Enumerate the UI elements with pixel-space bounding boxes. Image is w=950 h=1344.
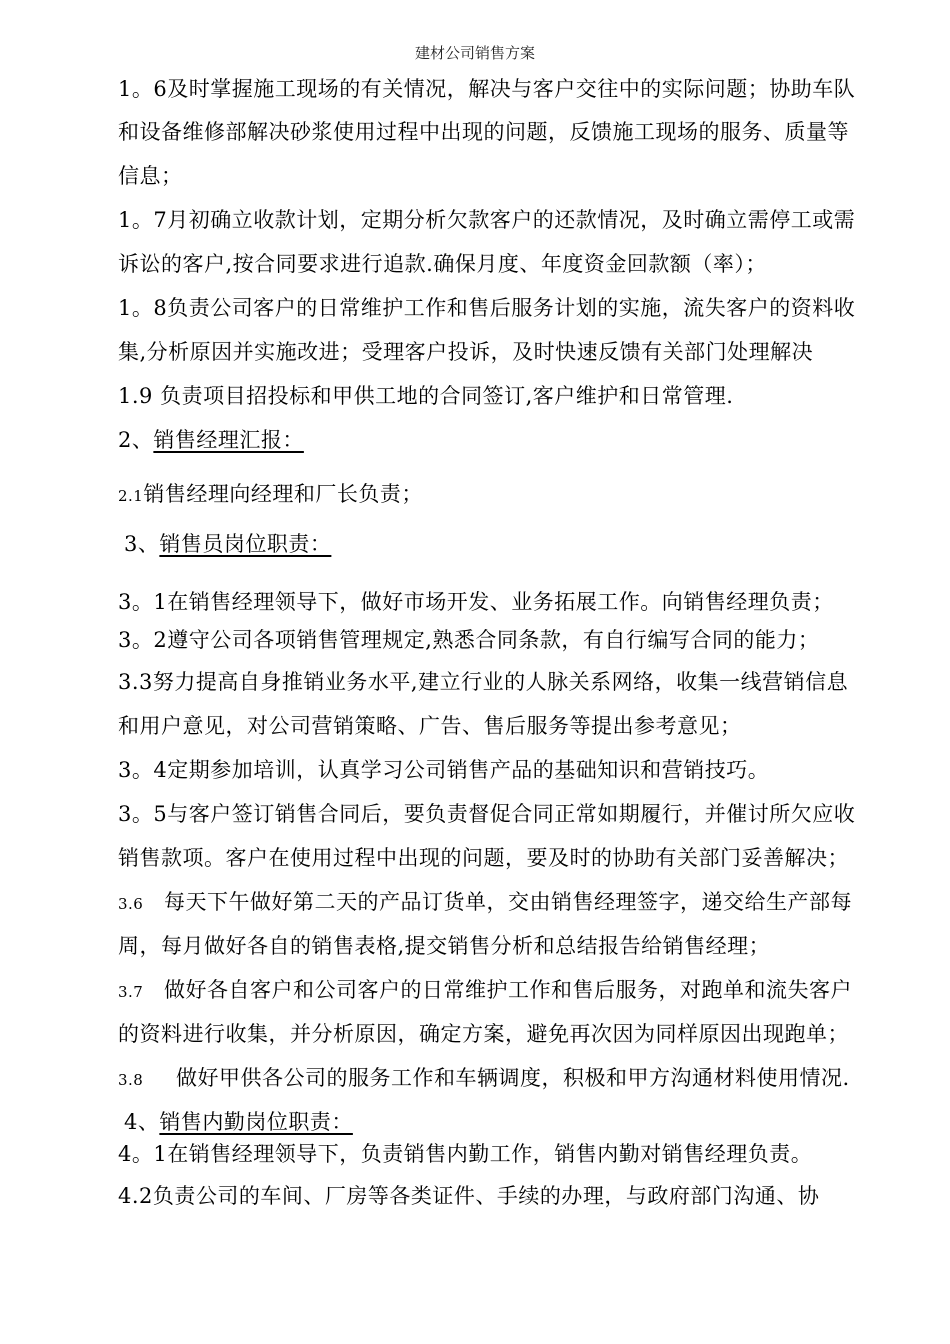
section-heading-4: [124, 1107, 353, 1137]
paragraph-line: 3。5与客户签订销售合同后，要负责督促合同正常如期履行，并催讨所欠应收: [118, 802, 856, 826]
paragraph-line: [118, 975, 852, 1007]
item-text: 销售经理向经理和厂长负责；: [143, 482, 423, 506]
paragraph-line: 信息；: [118, 164, 183, 188]
paragraph-line: 4。1在销售经理领导下，负责销售内勤工作，销售内勤对销售经理负责。: [118, 1142, 813, 1166]
item-number: 2.1: [118, 487, 144, 505]
paragraph-line: 4.2负责公司的车间、厂房等各类证件、手续的办理，与政府部门沟通、协: [118, 1184, 820, 1208]
paragraph-line: 和设备维修部解决砂浆使用过程中出现的问题，反馈施工现场的服务、质量等: [118, 120, 849, 144]
paragraph-line: 1.9 负责项目招投标和甲供工地的合同签订,客户维护和日常管理.: [118, 384, 734, 408]
paragraph-line: [118, 887, 852, 919]
paragraph-line: 1。8负责公司客户的日常维护工作和售后服务计划的实施，流失客户的资料收: [118, 296, 856, 320]
paragraph-line: 诉讼的客户,按合同要求进行追款.确保月度、年度资金回款额（率）；: [118, 252, 767, 276]
paragraph-line: 的资料进行收集，并分析原因，确定方案，避免再次因为同样原因出现跑单；: [118, 1022, 849, 1046]
paragraph-line: 1。7月初确立收款计划，定期分析欠款客户的还款情况，及时确立需停工或需: [118, 208, 856, 232]
paragraph-line: 销售款项。客户在使用过程中出现的问题，要及时的协助有关部门妥善解决；: [118, 846, 849, 870]
paragraph-line: [118, 479, 423, 511]
paragraph-line: 1。6及时掌握施工现场的有关情况，解决与客户交往中的实际问题；协助车队: [118, 77, 856, 101]
section-title: 销售经理汇报：: [153, 428, 304, 452]
paragraph-line: 集,分析原因并实施改进；受理客户投诉，及时快速反馈有关部门处理解决: [118, 340, 814, 364]
item-text: 做好各自客户和公司客户的日常维护工作和售后服务，对跑单和流失客户: [164, 978, 852, 1002]
section-heading-3: [124, 529, 331, 559]
item-text: 每天下午做好第二天的产品订货单，交由销售经理签字，递交给生产部每: [164, 890, 852, 914]
section-title: 销售员岗位职责：: [159, 532, 332, 556]
item-number: 3.7: [118, 983, 144, 1001]
paragraph-line: 3。4定期参加培训，认真学习公司销售产品的基础知识和营销技巧。: [118, 758, 770, 782]
section-heading-2: [118, 425, 304, 455]
section-title: 销售内勤岗位职责：: [159, 1110, 353, 1134]
paragraph-line: 和用户意见，对公司营销策略、广告、售后服务等提出参考意见；: [118, 714, 742, 738]
paragraph-line: 3。2遵守公司各项销售管理规定,熟悉合同条款，有自行编写合同的能力；: [118, 628, 820, 652]
section-number: 3、: [124, 532, 160, 556]
paragraph-line: 3。1在销售经理领导下，做好市场开发、业务拓展工作。向销售经理负责；: [118, 590, 834, 614]
item-text: 做好甲供各公司的服务工作和车辆调度，积极和甲方沟通材料使用情况.: [176, 1066, 850, 1090]
paragraph-line: 3.3努力提高自身推销业务水平,建立行业的人脉关系网络，收集一线营销信息: [118, 670, 849, 694]
paragraph-line: 周，每月做好各自的销售表格,提交销售分析和总结报告给销售经理；: [118, 934, 771, 958]
item-number: 3.8: [118, 1071, 144, 1089]
section-number: 4、: [124, 1110, 160, 1134]
item-number: 3.6: [118, 895, 144, 913]
section-number: 2、: [118, 428, 154, 452]
paragraph-line: [118, 1063, 850, 1095]
page-header: 建材公司销售方案: [414, 44, 535, 62]
